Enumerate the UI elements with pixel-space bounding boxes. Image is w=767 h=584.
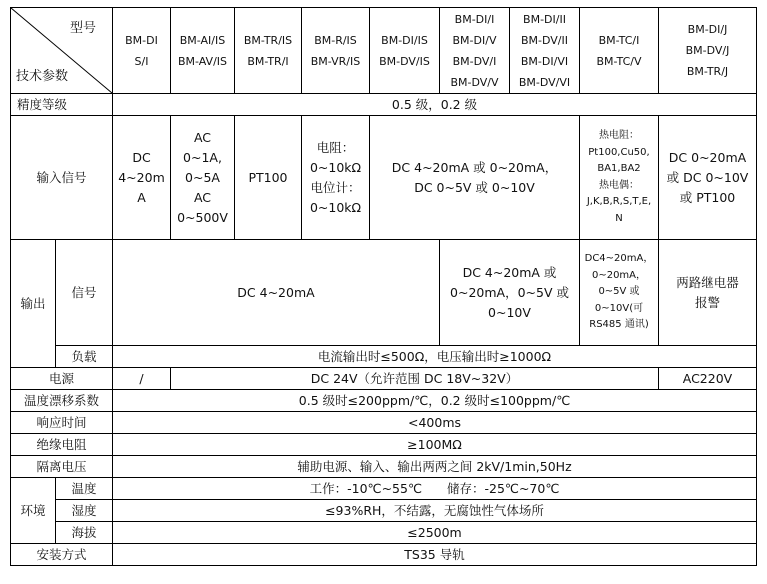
env-altitude-row (11, 522, 757, 544)
env-temperature-value: 工作：-10℃~55℃ 储存：-25℃~70℃ (113, 478, 757, 500)
isolation-label: 隔离电压 (11, 456, 113, 478)
response-row (11, 412, 757, 434)
output-label: 输出 (11, 240, 56, 368)
output-signal-relay: 两路继电器 报警 (659, 240, 757, 346)
output-signal-row (11, 240, 757, 346)
power-none-cell: / (113, 368, 171, 390)
model-cell-bm-dis: BM-DI S/I (113, 8, 171, 94)
model-cell-bm-ai: BM-AI/IS BM-AV/IS (171, 8, 235, 94)
input-thermo-cell: 热电阻： Pt100,Cu50, BA1,BA2 热电偶： J,K,B,R,S,T,E, N (580, 116, 659, 240)
insulation-label: 绝缘电阻 (11, 434, 113, 456)
input-ac-cell: AC 0~1A, 0~5A AC 0~500V (171, 116, 235, 240)
response-value: <400ms (113, 412, 757, 434)
env-altitude-label: 海拔 (56, 522, 113, 544)
env-humidity-label: 湿度 (56, 500, 113, 522)
output-load-label: 负载 (56, 346, 113, 368)
drift-row (11, 390, 757, 412)
insulation-row (11, 434, 757, 456)
output-signal-mid: DC 4~20mA 或 0~20mA，0~5V 或 0~10V (440, 240, 580, 346)
input-pt100-cell: PT100 (235, 116, 302, 240)
power-row (11, 368, 757, 390)
input-dcj-cell: DC 0~20mA 或 DC 0~10V 或 PT100 (659, 116, 757, 240)
env-temperature-row (11, 478, 757, 500)
model-cell-bm-tc: BM-TC/I BM-TC/V (580, 8, 659, 94)
output-load-value: 电流输出时≤500Ω，电压输出时≥1000Ω (113, 346, 757, 368)
model-header-label: 型号 (69, 21, 96, 36)
drift-value: 0.5 级时≤200ppm/℃，0.2 级时≤100ppm/℃ (113, 390, 757, 412)
mounting-value: TS35 导轨 (113, 544, 757, 566)
output-load-row (11, 346, 757, 368)
mounting-label: 安装方式 (11, 544, 113, 566)
environment-label: 环境 (11, 478, 56, 544)
spec-table (10, 7, 757, 566)
power-label: 电源 (11, 368, 113, 390)
model-cell-bm-dij: BM-DI/J BM-DV/J BM-TR/J (659, 8, 757, 94)
output-signal-label: 信号 (56, 240, 113, 346)
header-corner-cell (11, 8, 113, 94)
input-dc-cell: DC 4~20m A (113, 116, 171, 240)
accuracy-value: 0.5 级，0.2 级 (113, 94, 757, 116)
model-cell-bm-r: BM-R/IS BM-VR/IS (302, 8, 370, 94)
input-label: 输入信号 (11, 116, 113, 240)
accuracy-row (11, 94, 757, 116)
isolation-value: 辅助电源、输入、输出两两之间 2kV/1min,50Hz (113, 456, 757, 478)
env-altitude-value: ≤2500m (113, 522, 757, 544)
output-signal-main: DC 4~20mA (113, 240, 440, 346)
insulation-value: ≥100MΩ (113, 434, 757, 456)
env-temperature-label: 温度 (56, 478, 113, 500)
header-row (11, 8, 757, 94)
drift-label: 温度漂移系数 (11, 390, 113, 412)
power-dc-cell: DC 24V（允许范围 DC 18V~32V） (171, 368, 659, 390)
model-cell-bm-di-i: BM-DI/I BM-DI/V BM-DV/I BM-DV/V (440, 8, 510, 94)
env-humidity-value: ≤93%RH，不结露，无腐蚀性气体场所 (113, 500, 757, 522)
accuracy-label: 精度等级 (11, 94, 113, 116)
isolation-row (11, 456, 757, 478)
model-cell-bm-tr: BM-TR/IS BM-TR/I (235, 8, 302, 94)
input-dc-range-cell: DC 4~20mA 或 0~20mA， DC 0~5V 或 0~10V (370, 116, 580, 240)
response-label: 响应时间 (11, 412, 113, 434)
input-resistance-cell: 电阻： 0~10kΩ 电位计： 0~10kΩ (302, 116, 370, 240)
mounting-row (11, 544, 757, 566)
env-humidity-row (11, 500, 757, 522)
input-row (11, 116, 757, 240)
parameter-header-label: 技术参数 (16, 69, 69, 84)
model-cell-bm-di-ii: BM-DI/II BM-DV/II BM-DI/VI BM-DV/VI (510, 8, 580, 94)
power-ac-cell: AC220V (659, 368, 757, 390)
output-signal-tc: DC4~20mA， 0~20mA， 0~5V 或 0~10V(可 RS485 通讯) (580, 240, 659, 346)
model-cell-bm-diis: BM-DI/IS BM-DV/IS (370, 8, 440, 94)
